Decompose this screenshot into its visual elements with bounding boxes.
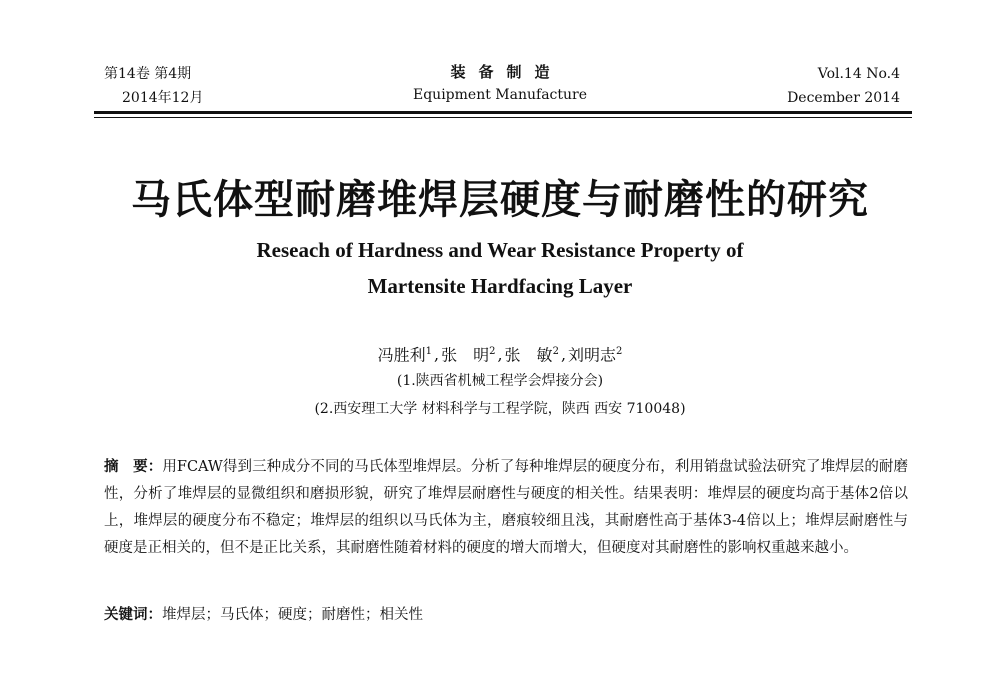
header-center — [380, 60, 620, 106]
abstract-text: 用FCAW得到三种成分不同的马氏体型堆焊层。分析了每种堆焊层的硬度分布，利用销盘试验法研究了堆焊层的耐磨性，分析了堆焊层的显微组织和磨损形貌，研究了堆焊层耐磨性与硬度的相关性。结果表明：堆焊层的硬度均高于基体2倍以上，堆焊层的硬度分布不稳定；堆焊层的组织以马氏体为主，磨痕较细且浅，其耐磨性高于基体3-4倍以上；堆焊层耐磨性与硬度是正相关的，但不是正比关系，其耐磨性随着材料的硬度的增大而增大，但硬度对其耐磨性的影响权重越来越小。 — [104, 459, 908, 556]
keywords-label: 关键词： — [104, 607, 162, 623]
author-name: 刘明志 — [568, 345, 617, 365]
affiliation-1: (1.陕西省机械工程学会焊接分会) — [396, 373, 604, 389]
journal-name-cn: 装备制造 — [450, 63, 563, 81]
header-rule-thick — [94, 111, 912, 114]
title-english-line1: Reseach of Hardness and Wear Resistance Property of — [256, 238, 744, 262]
abstract — [104, 454, 908, 562]
volume-issue-en: Vol.14 No.4 — [817, 66, 900, 82]
date-cn: 2014年12月 — [122, 90, 204, 106]
author-affil-sup: 2 — [552, 346, 559, 357]
header-left — [104, 62, 304, 110]
abstract-label: 摘 要： — [104, 459, 163, 475]
author-affil-sup: 1 — [425, 346, 432, 357]
header-rule-thin — [94, 117, 912, 118]
keywords-text: 堆焊层；马氏体；硬度；耐磨性；相关性 — [162, 607, 423, 623]
date-en: December 2014 — [787, 90, 900, 106]
author-affil-sup: 2 — [616, 346, 623, 357]
author-affil-sup: 2 — [489, 346, 496, 357]
affiliation-2: (2.西安理工大学 材料科学与工程学院，陕西 西安 710048) — [314, 401, 686, 417]
keywords — [104, 602, 908, 629]
author-name: 冯胜利 — [377, 345, 426, 365]
author-list: 冯胜利$^1$ , 张 明$^2$ , 张 敏$^2$ , 刘明志$^2$ — [377, 345, 623, 365]
title-english-line2: Martensite Hardfacing Layer — [367, 274, 633, 298]
title-chinese: 马氏体型耐磨堆焊层硬度与耐磨性的研究 — [131, 177, 869, 223]
header-right — [740, 62, 900, 110]
volume-issue-cn: 第14卷 第4期 — [104, 66, 192, 82]
journal-name-en: Equipment Manufacture — [413, 87, 587, 103]
author-name: 张 敏 — [504, 345, 553, 365]
author-name: 张 明 — [441, 345, 490, 365]
